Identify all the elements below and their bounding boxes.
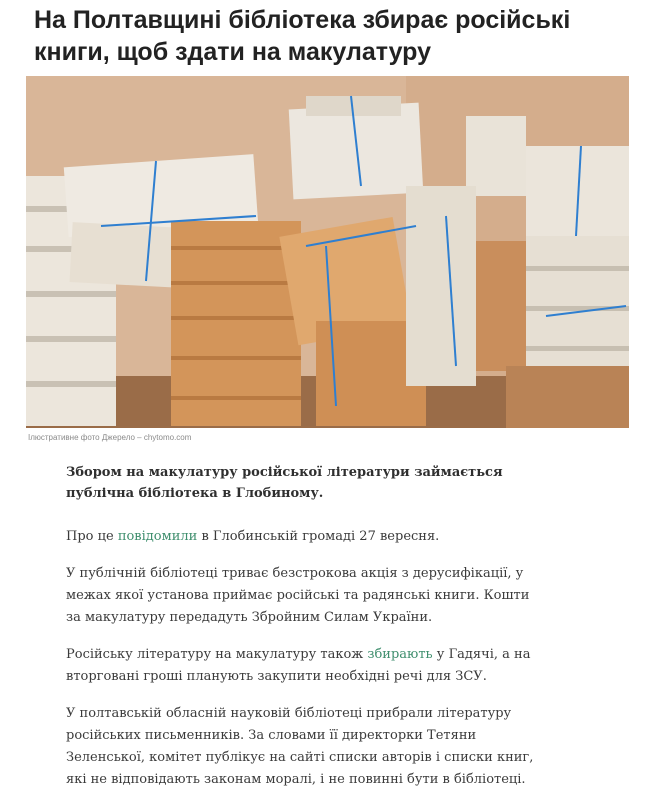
article-lead: Збором на макулатуру російської літератури займається публічна бібліотека в Глобиному. [66,465,503,501]
paragraph-2: У публічній бібліотеці триває безстрокова акція з дерусифікації, у межах якої установа приймає російські та радянські книги. Кошти за макулатуру передадуть Збройним Силам України. [66,566,530,625]
article-photo [26,76,629,428]
caption-text: Ілюстративне фото [28,433,100,442]
caption-source: Джерело – chytomo.com [101,433,192,442]
reported-link[interactable]: повідомили [117,529,198,544]
paragraph-3-start: Російську літературу на макулатуру також [66,647,364,662]
paragraph-3-end: у Гадячі, а на вторговані гроші планують закупити необхідні речі для ЗСУ. [66,647,531,684]
photo-caption [28,433,191,442]
paragraph-1-start: Про це [66,529,114,544]
paragraph-3 [66,644,536,688]
paragraph-4: У полтавській обласній науковій бібліотеці прибрали літературу російських письменників. За словами її директорки Тетяни Зеленської, комітет публікує на сайті списки авторів і списки книг, які не відповідають законам моралі, і не повинні бути в бібліотеці. [66,706,534,787]
article-body [66,462,536,806]
paragraph-1 [66,526,536,548]
collecting-link[interactable]: збирають [367,647,433,662]
article-headline: На Полтавщині бібліотека збирає російські книги, щоб здати на макулатуру [34,6,571,66]
paragraph-1-end: в Глобинській громаді 27 вересня. [201,529,440,544]
